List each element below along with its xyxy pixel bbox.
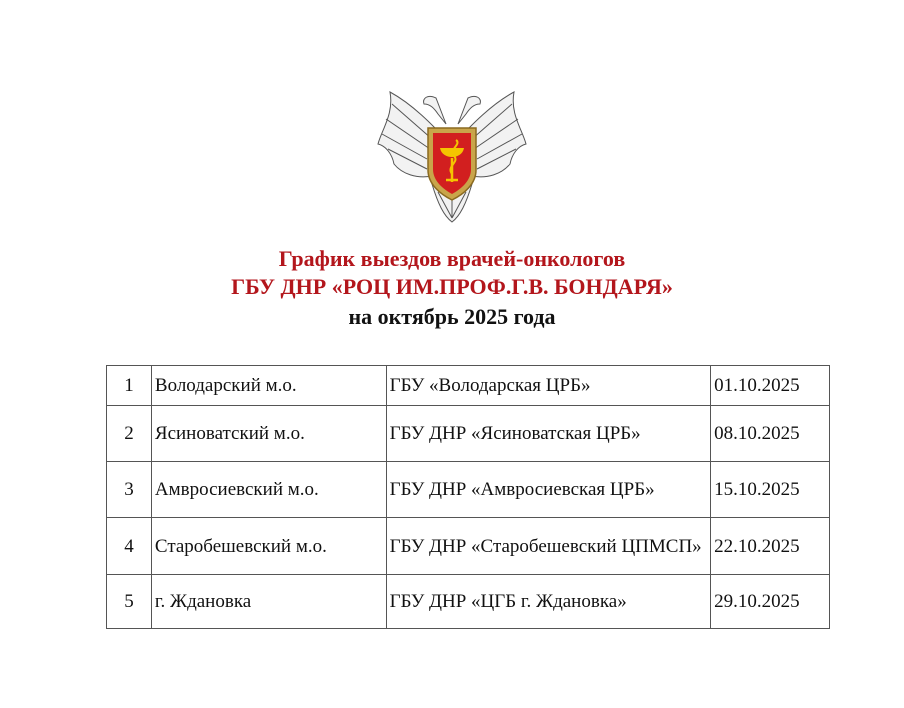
date-cell: 22.10.2025 (711, 518, 830, 575)
table-row (107, 575, 830, 629)
institution-cell: ГБУ ДНР «Ясиноватская ЦРБ» (386, 406, 710, 462)
district-cell: г. Ждановка (151, 575, 386, 629)
district-cell: Ясиноватский м.о. (151, 406, 386, 462)
row-number: 5 (107, 575, 152, 629)
row-number: 3 (107, 462, 152, 518)
row-number: 2 (107, 406, 152, 462)
table-row (107, 462, 830, 518)
emblem-logo (372, 84, 532, 224)
date-cell: 29.10.2025 (711, 575, 830, 629)
institution-cell: ГБУ ДНР «Старобешевский ЦПМСП» (386, 518, 710, 575)
district-cell: Старобешевский м.о. (151, 518, 386, 575)
header-title-line1: График выездов врачей-онкологов (278, 246, 626, 271)
date-cell: 15.10.2025 (711, 462, 830, 518)
district-cell: Амвросиевский м.о. (151, 462, 386, 518)
header-subtitle: на октябрь 2025 года (348, 304, 556, 329)
table-row (107, 406, 830, 462)
schedule-table (106, 365, 830, 629)
date-cell: 01.10.2025 (711, 366, 830, 406)
table-row (107, 366, 830, 406)
institution-cell: ГБУ ДНР «Амвросиевская ЦРБ» (386, 462, 710, 518)
institution-cell: ГБУ «Володарская ЦРБ» (386, 366, 710, 406)
eagle-emblem-icon (372, 84, 532, 224)
district-cell: Володарский м.о. (151, 366, 386, 406)
row-number: 1 (107, 366, 152, 406)
institution-cell: ГБУ ДНР «ЦГБ г. Ждановка» (386, 575, 710, 629)
header-title-line2: ГБУ ДНР «РОЦ ИМ.ПРОФ.Г.В. БОНДАРЯ» (231, 274, 673, 299)
row-number: 4 (107, 518, 152, 575)
date-cell: 08.10.2025 (711, 406, 830, 462)
table-row (107, 518, 830, 575)
